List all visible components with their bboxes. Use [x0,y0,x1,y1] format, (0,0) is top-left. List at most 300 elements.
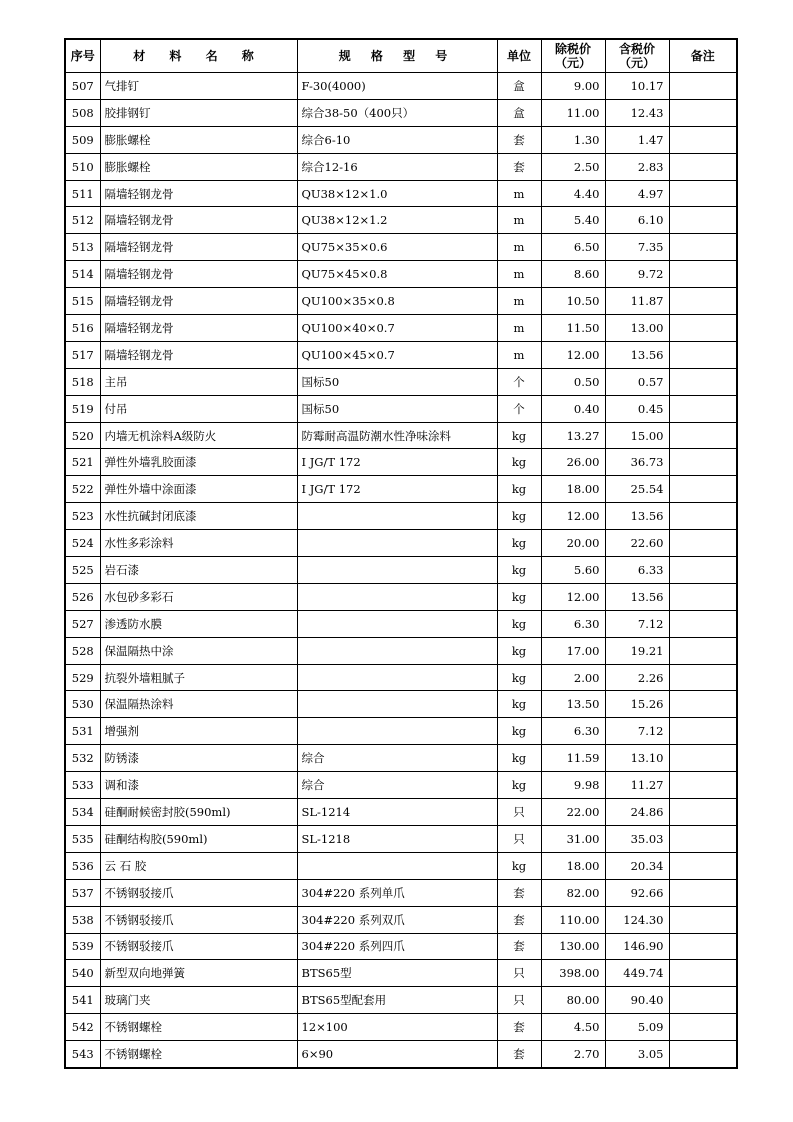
cell-price-ex: 2.50 [541,153,605,180]
cell-spec: SL-1214 [297,799,497,826]
cell-remark [669,1014,737,1041]
cell-name: 保温隔热中涂 [100,637,297,664]
cell-price-in: 20.34 [605,852,669,879]
cell-price-ex: 0.50 [541,368,605,395]
cell-spec: Ⅰ JG/T 172 [297,476,497,503]
cell-no: 536 [65,852,100,879]
cell-price-ex: 4.40 [541,180,605,207]
cell-unit: kg [497,557,541,584]
cell-unit: 个 [497,368,541,395]
cell-remark [669,180,737,207]
cell-price-in: 3.05 [605,1041,669,1068]
cell-price-in: 13.56 [605,503,669,530]
table-row [65,906,737,933]
cell-name: 岩石漆 [100,557,297,584]
cell-spec [297,637,497,664]
table-row [65,664,737,691]
cell-unit: 套 [497,1041,541,1068]
header-no: 序号 [65,39,100,73]
cell-remark [669,1041,737,1068]
cell-price-in: 19.21 [605,637,669,664]
cell-name: 硅酮结构胶(590ml) [100,825,297,852]
cell-unit: 套 [497,1014,541,1041]
cell-unit: kg [497,530,541,557]
cell-no: 541 [65,987,100,1014]
table-row [65,126,737,153]
cell-no: 511 [65,180,100,207]
cell-spec: 304#220 系列四爪 [297,933,497,960]
cell-name: 水性多彩涂料 [100,530,297,557]
cell-price-ex: 22.00 [541,799,605,826]
cell-remark [669,73,737,100]
cell-no: 537 [65,879,100,906]
cell-price-in: 11.27 [605,772,669,799]
cell-name: 隔墙轻钢龙骨 [100,234,297,261]
header-price-ex-line2: （元） [554,56,591,70]
cell-no: 508 [65,99,100,126]
table-row [65,583,737,610]
cell-spec: 防霉耐高温防潮水性净味涂料 [297,422,497,449]
cell-name: 隔墙轻钢龙骨 [100,288,297,315]
cell-name: 水性抗碱封闭底漆 [100,503,297,530]
cell-price-ex: 2.00 [541,664,605,691]
cell-unit: kg [497,852,541,879]
cell-unit: kg [497,503,541,530]
cell-name: 云 石 胶 [100,852,297,879]
cell-no: 542 [65,1014,100,1041]
cell-no: 530 [65,691,100,718]
cell-remark [669,99,737,126]
cell-price-ex: 0.40 [541,395,605,422]
cell-price-ex: 8.60 [541,261,605,288]
cell-remark [669,664,737,691]
cell-price-in: 2.26 [605,664,669,691]
cell-no: 539 [65,933,100,960]
cell-price-ex: 11.50 [541,315,605,342]
header-unit: 单位 [497,39,541,73]
cell-price-in: 7.12 [605,718,669,745]
cell-remark [669,530,737,557]
cell-name: 内墙无机涂料A级防火 [100,422,297,449]
cell-remark [669,261,737,288]
table-row [65,825,737,852]
cell-remark [669,718,737,745]
cell-remark [669,583,737,610]
cell-price-in: 13.56 [605,341,669,368]
cell-remark [669,368,737,395]
cell-price-in: 449.74 [605,960,669,987]
cell-spec: 综合 [297,772,497,799]
cell-remark [669,288,737,315]
table-row [65,1014,737,1041]
cell-name: 膨胀螺栓 [100,126,297,153]
cell-remark [669,207,737,234]
cell-price-in: 11.87 [605,288,669,315]
cell-name: 新型双向地弹簧 [100,960,297,987]
header-name: 材 料 名 称 [100,39,297,73]
cell-no: 525 [65,557,100,584]
cell-no: 520 [65,422,100,449]
cell-price-in: 15.26 [605,691,669,718]
cell-unit: kg [497,583,541,610]
cell-remark [669,906,737,933]
cell-spec: Ⅰ JG/T 172 [297,449,497,476]
cell-price-ex: 11.59 [541,745,605,772]
cell-price-in: 90.40 [605,987,669,1014]
table-row [65,315,737,342]
cell-unit: kg [497,637,541,664]
cell-spec: QU100×35×0.8 [297,288,497,315]
cell-spec [297,610,497,637]
table-row [65,933,737,960]
cell-remark [669,126,737,153]
cell-name: 付吊 [100,395,297,422]
cell-remark [669,234,737,261]
cell-name: 弹性外墙乳胶面漆 [100,449,297,476]
table-row [65,557,737,584]
table-row [65,745,737,772]
cell-price-ex: 13.27 [541,422,605,449]
table-body [65,73,737,1068]
cell-spec: 304#220 系列单爪 [297,879,497,906]
cell-remark [669,637,737,664]
cell-price-ex: 31.00 [541,825,605,852]
cell-price-in: 6.10 [605,207,669,234]
cell-price-in: 13.10 [605,745,669,772]
cell-price-ex: 130.00 [541,933,605,960]
table-row [65,476,737,503]
cell-spec: 综合 [297,745,497,772]
cell-name: 不锈钢螺栓 [100,1041,297,1068]
cell-unit: m [497,180,541,207]
cell-price-in: 1.47 [605,126,669,153]
table-row [65,261,737,288]
cell-name: 抗裂外墙粗腻子 [100,664,297,691]
table-row [65,73,737,100]
cell-no: 538 [65,906,100,933]
cell-spec: 国标50 [297,368,497,395]
cell-unit: kg [497,449,541,476]
cell-name: 防锈漆 [100,745,297,772]
header-price-ex [541,39,605,73]
cell-price-in: 35.03 [605,825,669,852]
table-row [65,180,737,207]
cell-spec: 12×100 [297,1014,497,1041]
cell-remark [669,610,737,637]
cell-spec: QU100×45×0.7 [297,341,497,368]
cell-name: 不锈钢驳接爪 [100,879,297,906]
cell-price-ex: 6.50 [541,234,605,261]
cell-unit: kg [497,718,541,745]
cell-name: 主吊 [100,368,297,395]
table-row [65,852,737,879]
cell-no: 533 [65,772,100,799]
cell-unit: kg [497,691,541,718]
cell-no: 512 [65,207,100,234]
cell-no: 518 [65,368,100,395]
cell-price-ex: 9.98 [541,772,605,799]
cell-price-ex: 80.00 [541,987,605,1014]
table-row [65,879,737,906]
cell-price-in: 5.09 [605,1014,669,1041]
cell-spec [297,503,497,530]
cell-remark [669,852,737,879]
cell-name: 不锈钢螺栓 [100,1014,297,1041]
cell-no: 528 [65,637,100,664]
cell-unit: kg [497,610,541,637]
cell-spec: 综合6-10 [297,126,497,153]
cell-remark [669,341,737,368]
cell-price-ex: 11.00 [541,99,605,126]
cell-remark [669,476,737,503]
cell-price-ex: 110.00 [541,906,605,933]
cell-price-ex: 12.00 [541,583,605,610]
cell-price-in: 13.56 [605,583,669,610]
table-row [65,153,737,180]
cell-price-ex: 17.00 [541,637,605,664]
cell-price-ex: 2.70 [541,1041,605,1068]
cell-no: 521 [65,449,100,476]
cell-no: 516 [65,315,100,342]
cell-name: 增强剂 [100,718,297,745]
cell-price-in: 15.00 [605,422,669,449]
cell-price-in: 6.33 [605,557,669,584]
cell-spec: QU100×40×0.7 [297,315,497,342]
cell-unit: kg [497,772,541,799]
cell-unit: 套 [497,879,541,906]
cell-price-in: 24.86 [605,799,669,826]
cell-name: 弹性外墙中涂面漆 [100,476,297,503]
cell-remark [669,799,737,826]
cell-name: 隔墙轻钢龙骨 [100,207,297,234]
cell-price-ex: 6.30 [541,718,605,745]
cell-spec: BTS65型 [297,960,497,987]
table-row [65,987,737,1014]
cell-remark [669,557,737,584]
cell-unit: 只 [497,825,541,852]
cell-name: 气排钉 [100,73,297,100]
cell-no: 514 [65,261,100,288]
cell-name: 渗透防水膜 [100,610,297,637]
cell-remark [669,987,737,1014]
cell-price-in: 4.97 [605,180,669,207]
cell-spec [297,583,497,610]
cell-remark [669,315,737,342]
cell-name: 隔墙轻钢龙骨 [100,341,297,368]
cell-spec [297,664,497,691]
cell-no: 513 [65,234,100,261]
cell-no: 531 [65,718,100,745]
table-row [65,637,737,664]
cell-unit: m [497,234,541,261]
table-row [65,718,737,745]
cell-unit: m [497,207,541,234]
cell-name: 膨胀螺栓 [100,153,297,180]
table-row [65,503,737,530]
cell-price-in: 10.17 [605,73,669,100]
cell-unit: m [497,261,541,288]
table-row [65,691,737,718]
table-row [65,530,737,557]
cell-remark [669,825,737,852]
cell-unit: 盒 [497,99,541,126]
cell-unit: 只 [497,987,541,1014]
cell-no: 540 [65,960,100,987]
cell-price-ex: 9.00 [541,73,605,100]
table-row [65,341,737,368]
cell-remark [669,745,737,772]
cell-spec [297,718,497,745]
cell-price-ex: 6.30 [541,610,605,637]
table-row [65,610,737,637]
cell-price-ex: 398.00 [541,960,605,987]
cell-name: 水包砂多彩石 [100,583,297,610]
table-row [65,449,737,476]
cell-name: 不锈钢驳接爪 [100,906,297,933]
cell-remark [669,422,737,449]
table-row [65,1041,737,1068]
cell-price-in: 0.57 [605,368,669,395]
cell-no: 543 [65,1041,100,1068]
cell-price-ex: 10.50 [541,288,605,315]
cell-no: 522 [65,476,100,503]
cell-no: 524 [65,530,100,557]
cell-unit: 盒 [497,73,541,100]
cell-remark [669,933,737,960]
table-row [65,99,737,126]
cell-unit: kg [497,476,541,503]
cell-price-ex: 5.60 [541,557,605,584]
cell-spec: 综合12-16 [297,153,497,180]
cell-unit: kg [497,664,541,691]
cell-no: 507 [65,73,100,100]
cell-no: 534 [65,799,100,826]
cell-spec: 304#220 系列双爪 [297,906,497,933]
cell-spec: BTS65型配套用 [297,987,497,1014]
cell-price-in: 36.73 [605,449,669,476]
cell-remark [669,449,737,476]
cell-price-in: 13.00 [605,315,669,342]
cell-price-in: 92.66 [605,879,669,906]
cell-spec [297,852,497,879]
header-row [65,39,737,73]
cell-price-in: 7.35 [605,234,669,261]
material-price-table [64,38,738,1069]
cell-price-in: 146.90 [605,933,669,960]
cell-price-ex: 1.30 [541,126,605,153]
header-price-in-line2: （元） [618,56,655,70]
cell-name: 隔墙轻钢龙骨 [100,315,297,342]
cell-price-ex: 18.00 [541,852,605,879]
cell-unit: kg [497,745,541,772]
cell-unit: 只 [497,960,541,987]
cell-unit: 套 [497,126,541,153]
cell-spec: F-30(4000) [297,73,497,100]
cell-unit: 套 [497,933,541,960]
cell-no: 529 [65,664,100,691]
cell-no: 517 [65,341,100,368]
cell-name: 保温隔热涂料 [100,691,297,718]
cell-price-in: 22.60 [605,530,669,557]
cell-spec: 国标50 [297,395,497,422]
table-row [65,395,737,422]
header-spec: 规 格 型 号 [297,39,497,73]
cell-price-in: 25.54 [605,476,669,503]
cell-price-ex: 12.00 [541,341,605,368]
cell-price-ex: 26.00 [541,449,605,476]
cell-remark [669,503,737,530]
cell-no: 523 [65,503,100,530]
table-row [65,799,737,826]
cell-price-ex: 13.50 [541,691,605,718]
cell-no: 510 [65,153,100,180]
cell-name: 调和漆 [100,772,297,799]
cell-name: 隔墙轻钢龙骨 [100,180,297,207]
cell-spec: 综合38-50（400只） [297,99,497,126]
cell-price-ex: 5.40 [541,207,605,234]
cell-price-in: 7.12 [605,610,669,637]
cell-spec: QU38×12×1.0 [297,180,497,207]
cell-spec [297,557,497,584]
cell-remark [669,879,737,906]
cell-price-ex: 12.00 [541,503,605,530]
table-row [65,207,737,234]
cell-name: 玻璃门夹 [100,987,297,1014]
header-price-in-line1: 含税价 [618,42,655,56]
cell-spec: SL-1218 [297,825,497,852]
cell-spec: 6×90 [297,1041,497,1068]
cell-spec: QU75×45×0.8 [297,261,497,288]
cell-price-in: 0.45 [605,395,669,422]
cell-remark [669,691,737,718]
cell-no: 526 [65,583,100,610]
cell-price-ex: 82.00 [541,879,605,906]
table-row [65,960,737,987]
table-row [65,422,737,449]
cell-price-ex: 4.50 [541,1014,605,1041]
cell-spec: QU75×35×0.6 [297,234,497,261]
cell-unit: m [497,315,541,342]
cell-name: 隔墙轻钢龙骨 [100,261,297,288]
cell-no: 532 [65,745,100,772]
table-row [65,772,737,799]
cell-unit: kg [497,422,541,449]
cell-no: 509 [65,126,100,153]
cell-price-in: 9.72 [605,261,669,288]
cell-price-in: 124.30 [605,906,669,933]
cell-name: 不锈钢驳接爪 [100,933,297,960]
header-price-ex-line1: 除税价 [554,42,591,56]
cell-unit: 个 [497,395,541,422]
cell-no: 527 [65,610,100,637]
cell-remark [669,395,737,422]
cell-remark [669,772,737,799]
header-price-in [605,39,669,73]
cell-remark [669,960,737,987]
table-row [65,288,737,315]
cell-remark [669,153,737,180]
cell-price-in: 12.43 [605,99,669,126]
cell-no: 515 [65,288,100,315]
cell-price-in: 2.83 [605,153,669,180]
cell-name: 胶排钢钉 [100,99,297,126]
header-remark: 备注 [669,39,737,73]
cell-spec [297,530,497,557]
cell-name: 硅酮耐候密封胶(590ml) [100,799,297,826]
table-row [65,368,737,395]
cell-no: 519 [65,395,100,422]
cell-unit: m [497,288,541,315]
